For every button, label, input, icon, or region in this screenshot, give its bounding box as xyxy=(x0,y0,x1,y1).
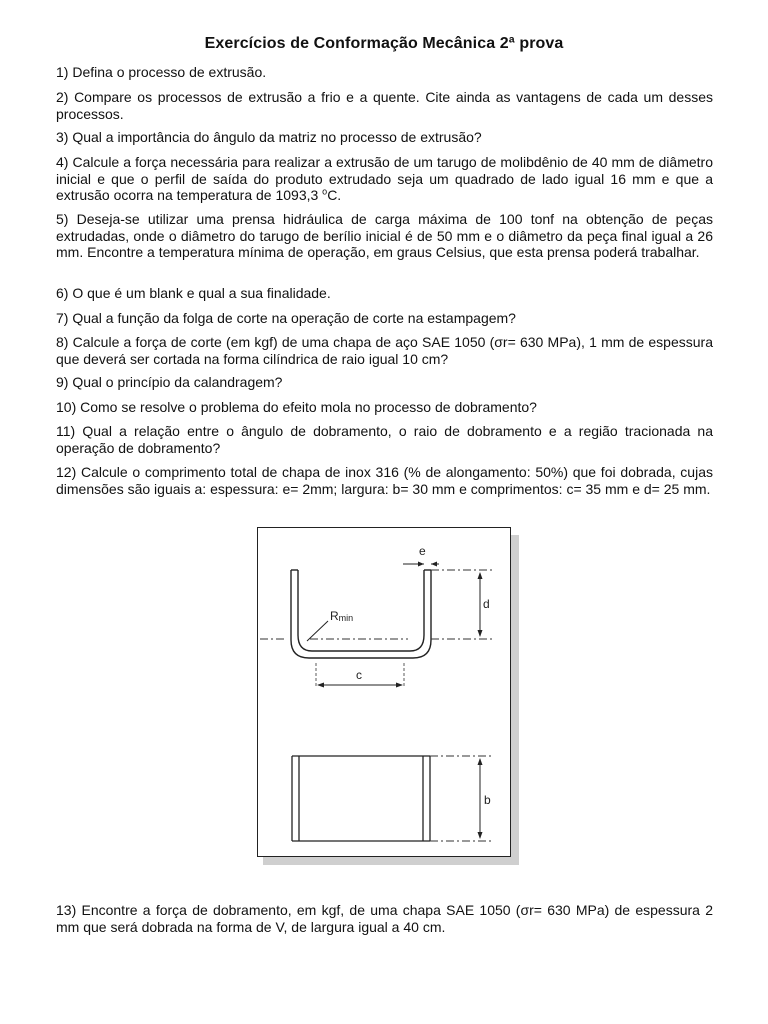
b-arrow-bottom xyxy=(478,832,483,839)
question-1: 1) Defina o processo de extrusão. xyxy=(56,64,267,80)
label-c: c xyxy=(356,668,362,682)
d-arrow-bottom xyxy=(478,630,483,637)
question-4-text: 4) Calcule a força necessária para realizar a extrusão de um tarugo de molibdênio de 40 mm de diâmetro inicial e que o perfil de saída do produto extrudado seja um quadrado de lado igual 16 mm e que a extrusão ocorra na temperatura de 1093,3 xyxy=(56,154,713,203)
label-rmin-sub: min xyxy=(338,613,354,623)
e-arrow-right xyxy=(431,562,437,567)
label-rmin-main: R xyxy=(330,609,339,623)
b-arrow-top xyxy=(478,758,483,765)
rmin-leader xyxy=(307,621,328,641)
question-4-text-end: C. xyxy=(327,187,342,203)
question-6: 6) O que é um blank e qual a sua finalidade. xyxy=(56,285,331,301)
label-d: d xyxy=(483,597,490,611)
question-5: 5) Deseja-se utilizar uma prensa hidráulica de carga máxima de 100 tonf na obtenção de peças extrudadas, onde o diâmetro do tarugo de berílio inicial é de 50 mm e o diâmetro da peça final igual a 26 mm. Encontre a temperatura mínima de operação, em graus Celsius, que esta prensa poderá trabalhar. xyxy=(56,211,713,260)
label-e: e xyxy=(419,544,426,558)
figure-drawing xyxy=(258,528,512,858)
question-11: 11) Qual a relação entre o ângulo de dobramento, o raio de dobramento e a região tracionada na operação de dobramento? xyxy=(56,423,713,456)
question-8: 8) Calcule a força de corte (em kgf) de uma chapa de aço SAE 1050 (σr= 630 MPa), 1 mm de espessura que deverá ser cortada na forma cilíndrica de raio igual 10 cm? xyxy=(56,334,713,367)
question-4 xyxy=(56,154,713,204)
figure-frame xyxy=(257,527,511,857)
question-3: 3) Qual a importância do ângulo da matriz no processo de extrusão? xyxy=(56,129,482,145)
page-title: Exercícios de Conformação Mecânica 2ª prova xyxy=(204,35,564,52)
question-9: 9) Qual o princípio da calandragem? xyxy=(56,374,283,390)
c-arrow-right xyxy=(396,683,403,688)
label-b: b xyxy=(484,793,491,807)
question-7: 7) Qual a função da folga de corte na operação de corte na estampagem? xyxy=(56,310,516,326)
sheet-outer-contour xyxy=(291,570,431,658)
question-12: 12) Calcule o comprimento total de chapa de inox 316 (% de alongamento: 50%) que foi dobrada, cujas dimensões são iguais a: espessura: e= 2mm; largura: b= 30 mm e comprimentos: c= 35 mm e d= 25 mm. xyxy=(56,464,713,497)
e-arrow-left xyxy=(418,562,424,567)
d-arrow-top xyxy=(478,572,483,579)
c-arrow-left xyxy=(317,683,324,688)
bending-figure xyxy=(257,527,519,867)
question-10: 10) Como se resolve o problema do efeito mola no processo de dobramento? xyxy=(56,399,537,415)
question-2: 2) Compare os processos de extrusão a frio e a quente. Cite ainda as vantagens de cada um desses processos. xyxy=(56,89,713,122)
label-rmin xyxy=(330,609,353,623)
degree-symbol: o xyxy=(322,186,328,197)
question-13: 13) Encontre a força de dobramento, em kgf, de uma chapa SAE 1050 (σr= 630 MPa) de espessura 2 mm que será dobrada na forma de V, de largura igual a 40 cm. xyxy=(56,902,713,935)
